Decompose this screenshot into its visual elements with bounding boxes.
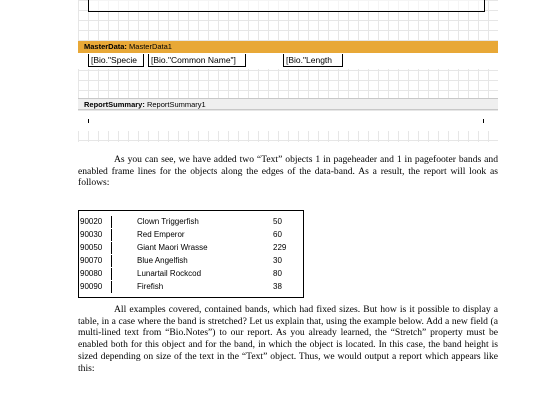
paragraph-2-text: All examples covered, contained bands, which had fixed sizes. But how is it possible to display a table, in a case where the band is stretched? Let us explain that, using the example below. Add a new field (a multi-lined text from “Bio.Notes”) to our report. As you already learned, the “Stretch” property must be enabled both for this object and for the band, in which the object is located. In this case, the band height is sized depending on size of the text in the “Text” object. Thus, we would output a report which appears like this: [78, 304, 498, 374]
report-summary-band[interactable] [78, 111, 498, 131]
length-value: 50 [273, 217, 282, 226]
master-band-name: MasterData1 [126, 42, 172, 51]
field-common-name[interactable]: [Bio."Common Name"] [148, 54, 246, 67]
report-designer [78, 0, 498, 142]
common-name: Giant Maori Wrasse [137, 243, 208, 252]
common-name: Blue Angelfish [137, 256, 188, 265]
length-value: 229 [273, 243, 287, 252]
length-value: 60 [273, 230, 282, 239]
paragraph-2 [78, 304, 498, 374]
paragraph-1 [78, 154, 498, 189]
common-name: Lunartail Rockcod [137, 269, 202, 278]
species-id: 90070 [80, 255, 112, 267]
report-summary-band-header[interactable] [78, 98, 498, 110]
species-id: 90020 [80, 216, 112, 228]
species-id: 90030 [80, 229, 112, 241]
length-value: 38 [273, 282, 282, 291]
summary-band-type: ReportSummary: [84, 100, 145, 109]
master-data-band[interactable] [78, 53, 498, 69]
length-value: 80 [273, 269, 282, 278]
species-id: 90090 [80, 281, 112, 293]
field-length[interactable]: [Bio."Length [283, 54, 343, 67]
paragraph-1-text: As you can see, we have added two “Text” objects 1 in pageheader and 1 in pagefooter bands and enabled frame lines for the objects along the edges of the data-band. As a result, the report will look as follows: [78, 154, 498, 189]
common-name: Red Emperor [137, 230, 185, 239]
common-name: Clown Triggerfish [137, 217, 199, 226]
species-id: 90050 [80, 242, 112, 254]
corner-mark-right [483, 119, 484, 123]
species-id: 90080 [80, 268, 112, 280]
master-band-type: MasterData: [84, 42, 127, 51]
page-header-band-frame [88, 0, 485, 12]
length-value: 30 [273, 256, 282, 265]
corner-mark-left [88, 119, 89, 123]
field-species[interactable]: [Bio."Specie [88, 54, 144, 67]
report-preview [78, 210, 304, 298]
master-data-band-header[interactable] [78, 41, 498, 53]
common-name: Firefish [137, 282, 164, 291]
summary-band-name: ReportSummary1 [144, 100, 206, 109]
